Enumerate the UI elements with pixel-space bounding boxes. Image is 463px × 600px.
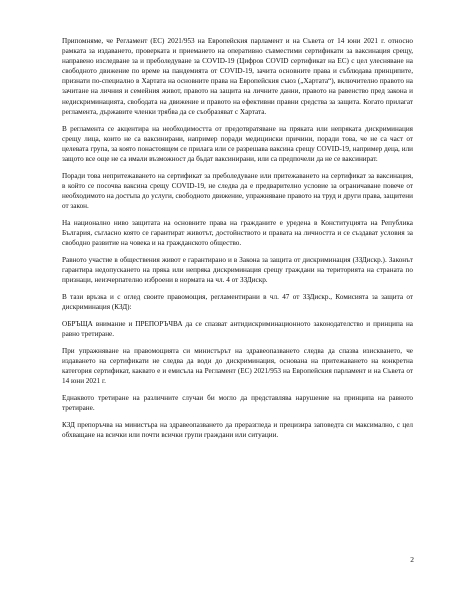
paragraph-equal-treatment: Еднаквото третиране на различните случаи би могло да представлява нарушение на принципа на равното третиране.: [62, 394, 413, 413]
paragraph-final-recommendation: КЗД препоръчва на министъра на здравеопазването да преразгледа и прецизира заповедта си максимално, с цел обхващане на всички или почти всички групи граждани или ситуации.: [62, 421, 413, 440]
paragraph-commission-powers: В тази връзка и с оглед своите правомощия, регламентирани в чл. 47 от ЗЗДискр., Комисията за защита от дискриминация (КЗД):: [62, 293, 413, 312]
paragraph-minister-obligation: При упражняване на правомощията си министърът на здравеопазването следва да спазва изискването, че издаването на сертификати не следва да води до дискриминация, основана на притежаването на конкретна категория сертификат, каквато е и емисъла на Регламент (ЕС) 2021/953 на Европейския парламент и на Съвета от 14 юни 2021 г.: [62, 347, 413, 386]
paragraph-anti-discrimination-law: Равното участие в обществения живот е гарантирано и в Закона за защита от дискриминация (ЗЗДискр.). Законът гарантира недопускането на пряка или непряка дискриминация срещу граждани на територията на страната по признаци, неизчерпателно изброени в нормата на чл. 4 от ЗЗДискр.: [62, 255, 413, 285]
page-number: 2: [410, 555, 414, 564]
document-body: [62, 36, 413, 447]
paragraph-constitution: На национално ниво защитата на основните права на гражданите е уредена в Конституцията на Република България, съгласно която се гарантират животът, достойнството и правата на личността и се създават условия за свободно развитие на човека и на гражданското общество.: [62, 218, 413, 248]
paragraph-discrimination-emphasis: В регламента се акцентира на необходимостта от предотвратяване на пряката или непряката дискриминация срещу лица, които не са ваксинирани, например поради медицински причини, поради това, че не са част от целевата група, за която понастоящем се прилага или се разрешава ваксина срещу COVID-19, например деца, или защото все още не са имали възможност да бъдат ваксинирани, или са предпочели да не се ваксинират.: [62, 124, 413, 163]
paragraph-regulation-reminder: Припомняме, че Регламент (ЕС) 2021/953 на Европейския парламент и на Съвета от 14 юни 2021 г. относно рамката за издаването, проверката и приемането на оперативно съвместими сертификати за ваксинация срещу, направено изследване за и преболедуване за COVID-19 (Цифров COVID сертификат на ЕС) с цел улесняване на свободното движение по време на пандемията от COVID-19, зачита основните права и съблюдава принципите, признати по-специално в Хартата на основните права на Европейския съюз („Хартата“), включително правото на зачитане на личния и семейния живот, правото на защита на личните данни, правото на равенство пред закона и недискриминацията, свободата на движение и правото на ефективни правни средства за защита. Когато прилагат регламента, държавите членки трябва да се съобразяват с Хартата.: [62, 37, 413, 116]
paragraph-certificate-condition: Поради това непритежаването на сертификат за преболедуване или притежаването на сертификат за ваксинация, в който се посочва ваксина срещу COVID-19, не следва да е предварително условие за ограничаване повече от необходимото на достъпа до услуги, свободното движение, упражняване правото на труд и други права, защитени от закон.: [62, 171, 413, 210]
paragraph-recommendation: ОБРЪЩА внимание и ПРЕПОРЪЧВА да се спазват антидискриминационното законодателство и принципа на равно третиране.: [62, 320, 413, 339]
